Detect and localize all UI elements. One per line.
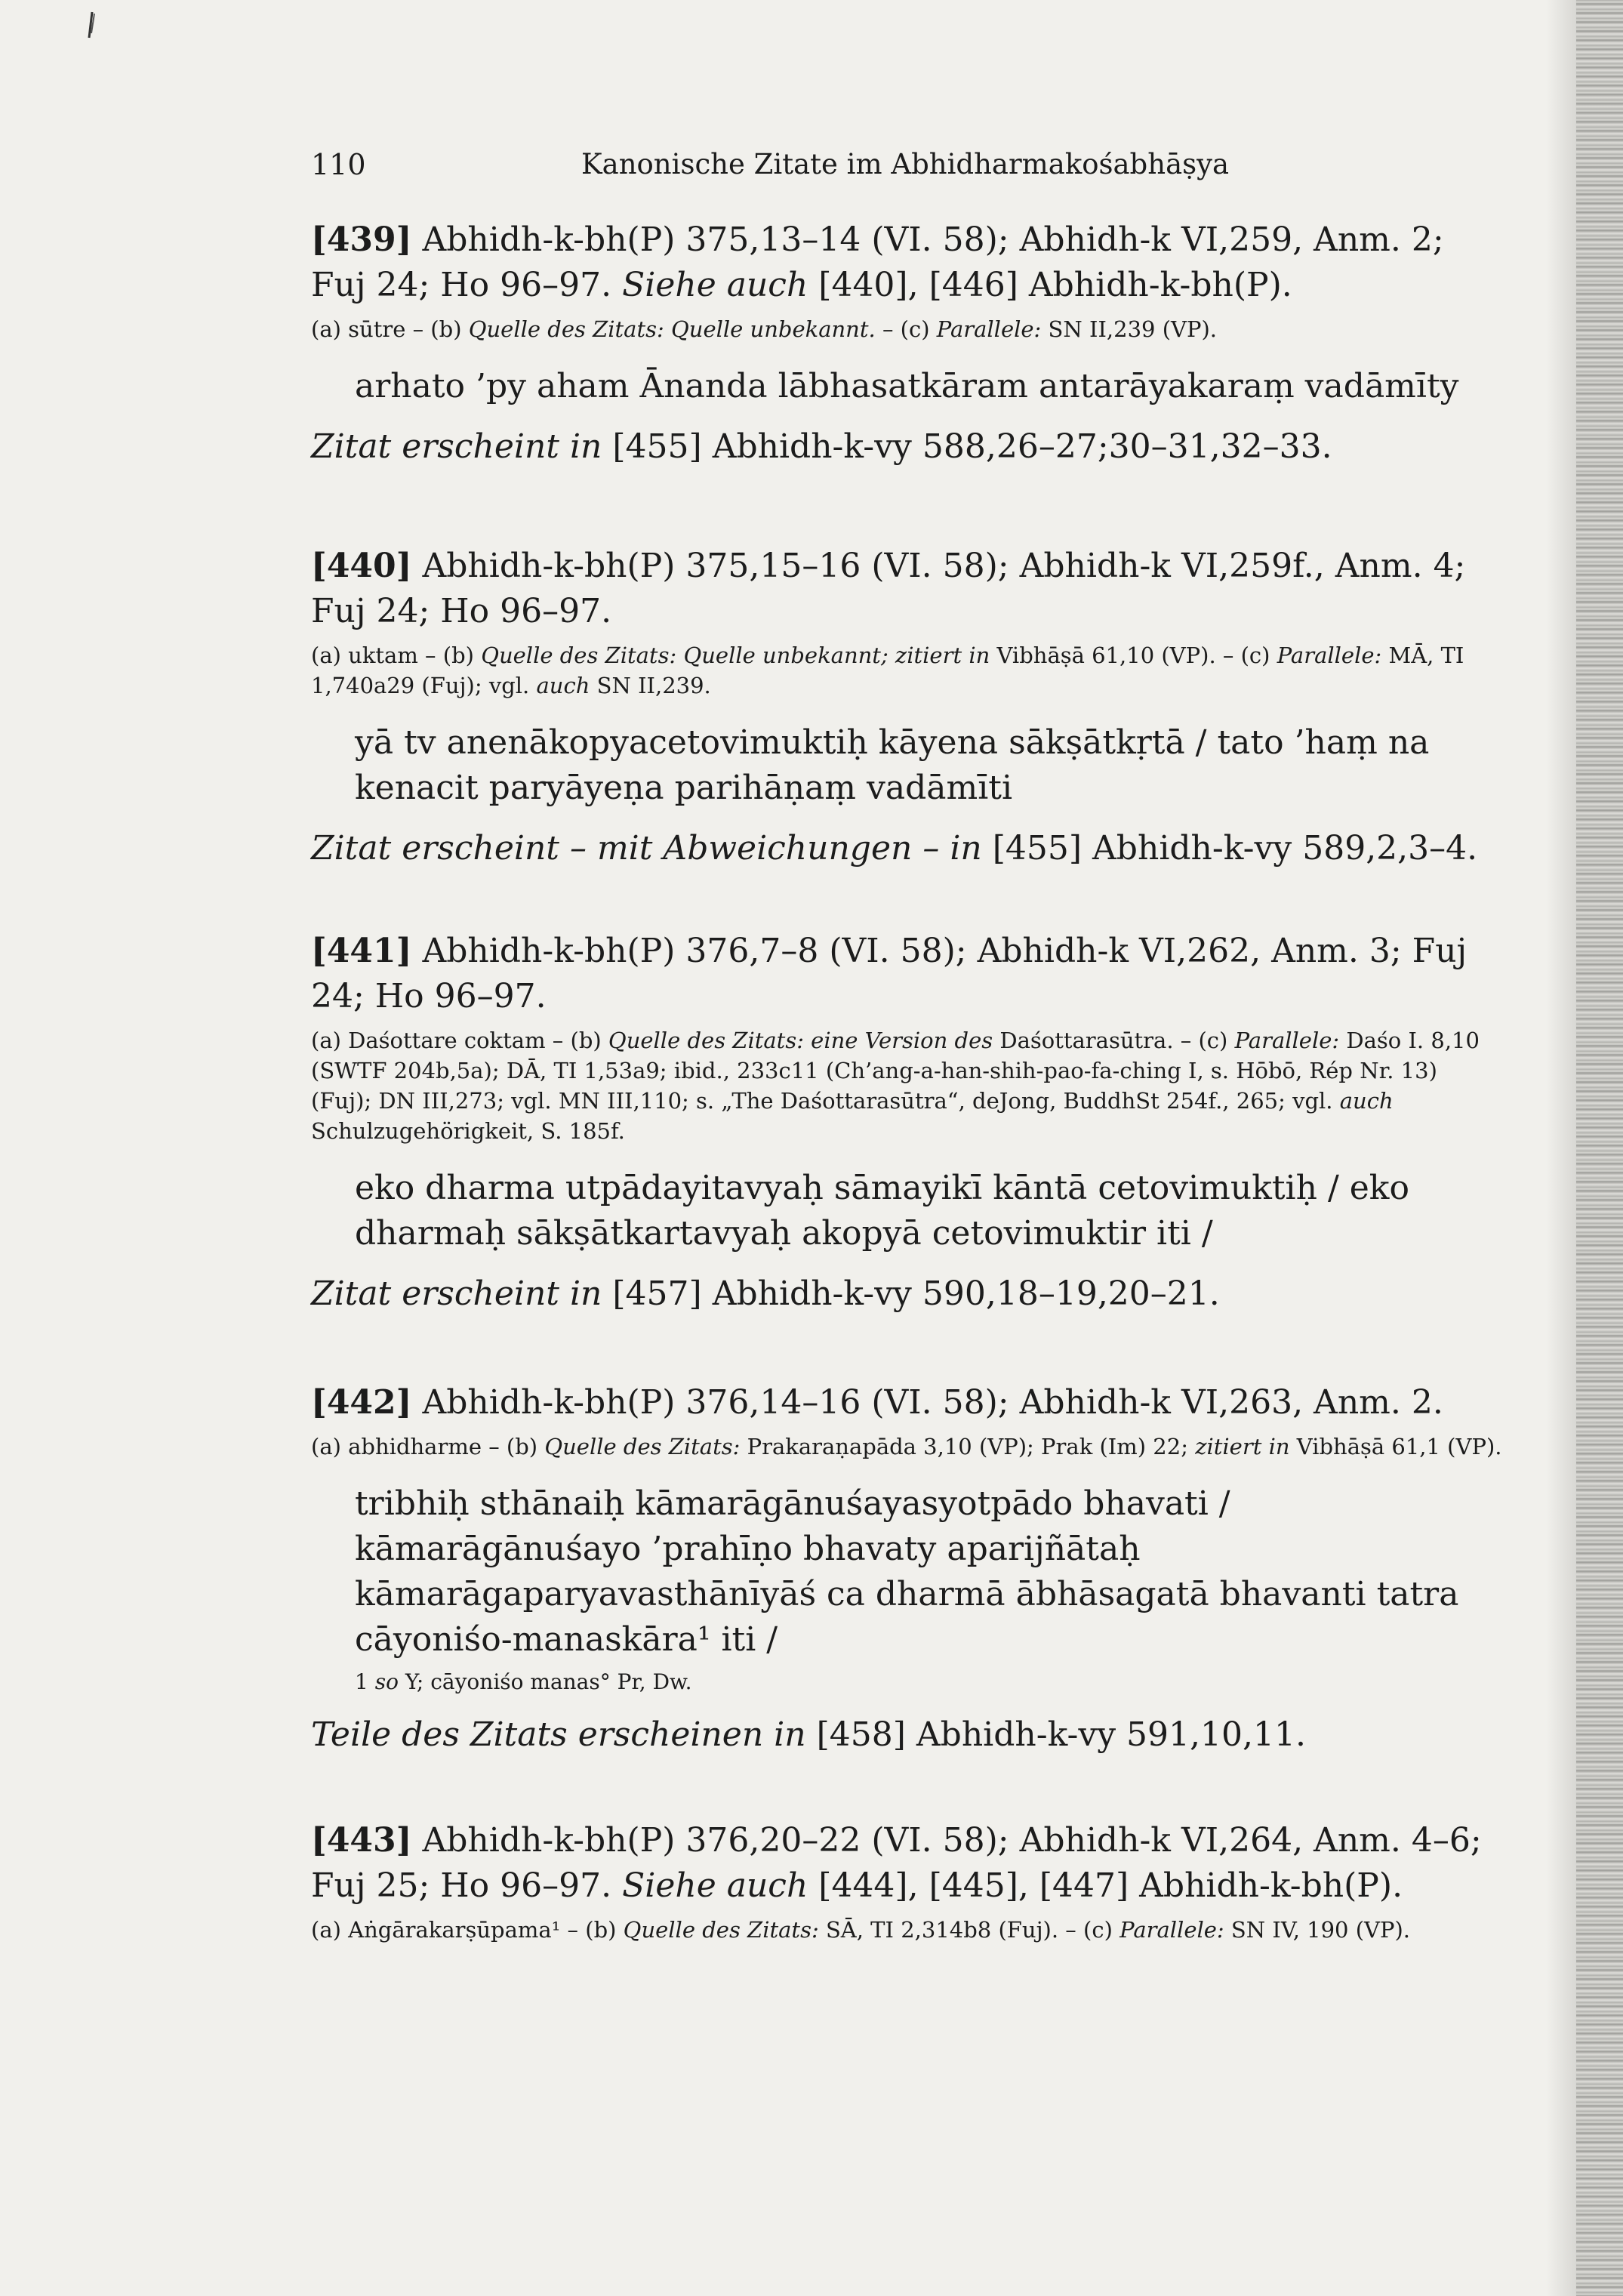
entry-meta — [311, 640, 1504, 701]
meta-source-label: Quelle des Zitats: — [623, 1917, 819, 1943]
see-also-label: Siehe auch — [622, 266, 808, 304]
appears-label: Zitat erscheint – mit Abweichungen – in — [311, 829, 982, 868]
meta-cited: Vibhāṣā 61,1 (VP). — [1296, 1434, 1502, 1459]
entry-meta — [311, 1915, 1504, 1945]
entry-reference — [311, 1380, 1504, 1425]
entry-ref-text: Abhidh-k-bh(P) 375,13–14 (VI. 58); Abhidh-k VI,259, Anm. 2; Fuj 24; Ho 96–97. — [311, 220, 1444, 304]
appears-line — [311, 1712, 1504, 1758]
sanskrit-quote: tribhiḥ sthānaiḥ kāmarāgānuśayasyotpādo bhavati / kāmarāgānuśayo ’prahīṇo bhavaty aparijñātaḥ kāmarāgaparyavasthānīyāś ca dharmā ābhāsagatā bhavanti tatra cāyoniśo-manaskāra¹ iti / — [355, 1484, 1459, 1659]
footnote — [355, 1667, 1504, 1697]
entry-meta — [311, 314, 1504, 344]
appears-ref: [455] Abhidh-k-vy 588,26–27;30–31,32–33. — [612, 427, 1332, 466]
meta-parallel-label: Parallele: — [936, 316, 1042, 342]
meta-auch: auch — [536, 673, 590, 698]
meta-cited-label: zitiert in — [1195, 1434, 1290, 1459]
entry-442 — [311, 1380, 1504, 1758]
see-also-refs: [440], [446] Abhidh-k-bh(P). — [818, 266, 1292, 304]
appears-ref: [455] Abhidh-k-vy 589,2,3–4. — [992, 829, 1478, 868]
meta-source-term: (a) sūtre – (b) — [311, 316, 462, 342]
scan-speck-icon — [82, 11, 101, 39]
entry-number: [441] — [311, 932, 412, 970]
meta-source-label: Quelle des Zitats: Quelle unbekannt. — [468, 316, 876, 342]
appears-label: Zitat erscheint in — [311, 427, 602, 466]
meta-source-term: (a) abhidharme – (b) — [311, 1434, 538, 1459]
appears-ref: [458] Abhidh-k-vy 591,10,11. — [816, 1715, 1306, 1754]
meta-parallel-2: SN II,239. — [596, 673, 711, 698]
meta-parallel: SN II,239 (VP). — [1048, 316, 1218, 342]
entry-reference — [311, 217, 1504, 308]
appears-label: Teile des Zitats erscheinen in — [311, 1715, 806, 1754]
scan-binding-edge — [1576, 0, 1623, 2296]
entry-439 — [311, 217, 1504, 470]
meta-parallel-2: Schulzugehörigkeit, S. 185f. — [311, 1118, 625, 1144]
entry-number: [439] — [311, 220, 412, 259]
entry-441 — [311, 929, 1504, 1317]
meta-source-term: (a) uktam – (b) — [311, 643, 474, 668]
see-also-label: Siehe auch — [622, 1866, 808, 1905]
entry-number: [442] — [311, 1383, 412, 1422]
appears-line — [311, 424, 1504, 470]
entry-meta — [311, 1025, 1504, 1146]
footnote-so: so — [374, 1669, 399, 1694]
entry-number: [440] — [311, 547, 412, 585]
scan-shadow — [1546, 0, 1576, 2296]
meta-parallel-label: Parallele: — [1119, 1917, 1224, 1943]
entry-ref-text: Abhidh-k-bh(P) 376,20–22 (VI. 58); Abhidh-k VI,264, Anm. 4–6; Fuj 25; Ho 96–97. — [311, 1821, 1482, 1905]
meta-auch: auch — [1339, 1088, 1394, 1114]
sanskrit-quote: eko dharma utpādayitavyaḥ sāmayikī kāntā cetovimuktiḥ / eko dharmaḥ sākṣātkartavyaḥ akopyā cetovimuktir iti / — [355, 1169, 1409, 1253]
meta-parallel: Daśo I. 8,10 (SWTF 204b,5a); DĀ, TI 1,53a9; ibid., 233c11 (Ch’ang-a-han-shih-pao-fa-ching I, s. Hōbō, Rép Nr. 13) (Fuj); DN III,273; vgl. MN III,110; s. „The Daśottarasūtra“, deJong, BuddhSt 254f., 265; vgl. — [311, 1028, 1480, 1114]
meta-sep: – (c) — [882, 316, 930, 342]
meta-source-label: Quelle des Zitats: Quelle unbekannt; zitiert in — [481, 643, 990, 668]
meta-parallel: SN IV, 190 (VP). — [1230, 1917, 1411, 1943]
entry-number: [443] — [311, 1821, 412, 1860]
meta-parallel: MĀ, TI 1,740a29 (Fuj); vgl. — [311, 643, 1464, 698]
page-number: 110 — [311, 148, 366, 181]
meta-source-label: Quelle des Zitats: eine Version des — [608, 1028, 993, 1053]
meta-source-label: Quelle des Zitats: — [544, 1434, 741, 1459]
entry-reference — [311, 929, 1504, 1019]
meta-mid: Prakaraṇapāda 3,10 (VP); Prak (Im) 22; — [747, 1434, 1188, 1459]
entry-440 — [311, 544, 1504, 871]
sanskrit-quote: arhato ’py aham Ānanda lābhasatkāram antarāyakaraṃ vadāmīty — [355, 367, 1459, 405]
entry-ref-text: Abhidh-k-bh(P) 376,14–16 (VI. 58); Abhidh-k VI,263, Anm. 2. — [422, 1383, 1443, 1422]
appears-ref: [457] Abhidh-k-vy 590,18–19,20–21. — [612, 1274, 1220, 1313]
entry-443 — [311, 1818, 1504, 1945]
sanskrit-quote: yā tv anenākopyacetovimuktiḥ kāyena sākṣātkṛtā / tato ’haṃ na kenacit paryāyeṇa parihāṇaṃ vadāmīti — [355, 723, 1430, 807]
meta-mid: Vibhāṣā 61,10 (VP). – (c) — [996, 643, 1270, 668]
entry-meta — [311, 1432, 1504, 1462]
entry-ref-text: Abhidh-k-bh(P) 375,15–16 (VI. 58); Abhidh-k VI,259f., Anm. 4; Fuj 24; Ho 96–97. — [311, 547, 1466, 630]
footnote-text: Y; cāyoniśo manas° Pr, Dw. — [405, 1669, 692, 1694]
meta-source-term: (a) Aṅgārakarṣūpama¹ – (b) — [311, 1917, 617, 1943]
entry-ref-text: Abhidh-k-bh(P) 376,7–8 (VI. 58); Abhidh-k VI,262, Anm. 3; Fuj 24; Ho 96–97. — [311, 932, 1467, 1015]
appears-line — [311, 1271, 1504, 1317]
meta-mid: Daśottarasūtra. – (c) — [999, 1028, 1228, 1053]
meta-source-term: (a) Daśottare coktam – (b) — [311, 1028, 602, 1053]
appears-line — [311, 826, 1504, 871]
meta-mid: SĀ, TI 2,314b8 (Fuj). – (c) — [825, 1917, 1113, 1943]
see-also-refs: [444], [445], [447] Abhidh-k-bh(P). — [818, 1866, 1403, 1905]
appears-label: Zitat erscheint in — [311, 1274, 602, 1313]
footnote-number: 1 — [355, 1669, 368, 1694]
meta-parallel-label: Parallele: — [1277, 643, 1382, 668]
entry-reference — [311, 1818, 1504, 1909]
meta-parallel-label: Parallele: — [1234, 1028, 1340, 1053]
page-title: Kanonische Zitate im Abhidharmakośabhāṣya — [581, 148, 1230, 180]
entry-reference — [311, 544, 1504, 634]
